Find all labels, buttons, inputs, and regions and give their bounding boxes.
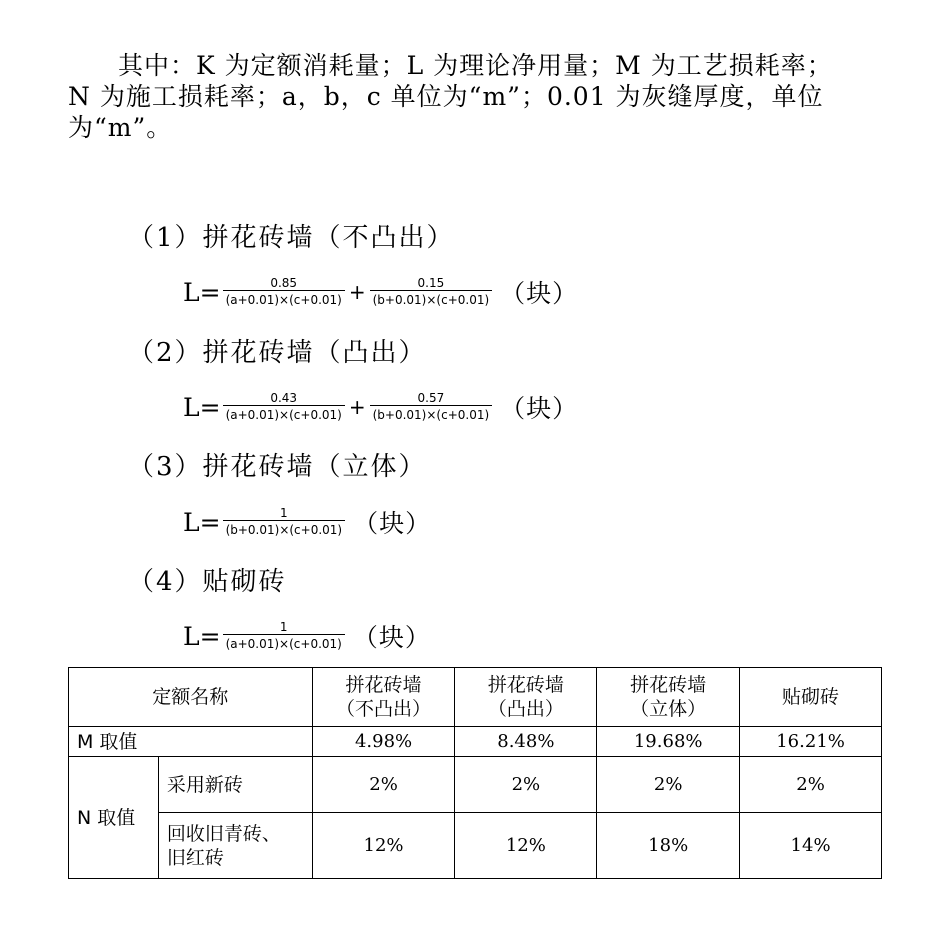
- item-2-formula: [183, 385, 578, 429]
- fraction-numerator: 0.85: [270, 276, 298, 290]
- formula-unit: （块）: [500, 279, 579, 308]
- formula-unit: （块）: [353, 509, 432, 538]
- fraction-numerator: 0.15: [417, 276, 445, 290]
- formula-unit: （块）: [352, 623, 431, 652]
- fraction-numerator: 1: [279, 620, 288, 634]
- fraction-term: [223, 276, 345, 308]
- fraction-term: [370, 391, 493, 423]
- n-value: 2%: [597, 757, 740, 813]
- item-1-formula: [183, 270, 578, 314]
- plus-sign: +: [348, 395, 366, 419]
- intro-line-2: N 为施工损耗率；a，b，c 单位为“m”；0.01 为灰缝厚度，单位: [68, 82, 824, 111]
- intro-paragraph: [68, 50, 888, 143]
- loss-rate-table: [68, 667, 882, 879]
- fraction-denominator: (a+0.01)×(c+0.01): [223, 634, 345, 652]
- fraction-denominator: (b+0.01)×(c+0.01): [370, 405, 493, 423]
- fraction-denominator: (b+0.01)×(c+0.01): [370, 290, 493, 308]
- n-value: 12%: [312, 813, 455, 879]
- n-value: 12%: [455, 813, 597, 879]
- fraction-term: [223, 506, 346, 538]
- n-value: 2%: [455, 757, 597, 813]
- table-header-row: [69, 668, 882, 727]
- formula-unit: （块）: [500, 394, 579, 423]
- n-sub-label: [158, 813, 312, 879]
- fraction-denominator: (a+0.01)×(c+0.01): [223, 405, 345, 423]
- n-row-recycled-brick: [69, 813, 882, 879]
- formula-lhs: L=: [183, 392, 221, 422]
- fraction-term: [223, 391, 345, 423]
- header-line1: 拼花砖墙: [487, 674, 564, 696]
- fraction-denominator: (a+0.01)×(c+0.01): [223, 290, 345, 308]
- header-line2: （不凸出）: [336, 698, 432, 720]
- formula-lhs: L=: [183, 277, 221, 307]
- fraction-numerator: 0.57: [417, 391, 445, 405]
- fraction-numerator: 1: [280, 506, 288, 520]
- n-label: N 取值: [69, 757, 159, 879]
- formula-lhs: L=: [183, 621, 221, 651]
- item-3-title: （3）拼花砖墙（立体）: [128, 452, 427, 482]
- m-value: 16.21%: [740, 727, 882, 757]
- header-line2: （凸出）: [487, 698, 564, 720]
- item-3-formula: [183, 500, 431, 544]
- fraction-denominator: (b+0.01)×(c+0.01): [223, 520, 346, 538]
- m-value: 4.98%: [312, 727, 455, 757]
- m-value: 8.48%: [455, 727, 597, 757]
- n-value: 2%: [312, 757, 455, 813]
- header-line2: （立体）: [630, 698, 707, 720]
- n-sub-line2: 旧红砖: [166, 846, 224, 869]
- n-sub-label: 采用新砖: [158, 757, 312, 813]
- formula-lhs: L=: [183, 507, 221, 537]
- fraction-numerator: 0.43: [270, 391, 298, 405]
- intro-line-1: 其中：K 为定额消耗量；L 为理论净用量；M 为工艺损耗率；: [118, 51, 833, 80]
- header-quota-name: 定额名称: [69, 668, 313, 727]
- item-4-title: （4）贴砌砖: [128, 567, 287, 597]
- item-4-formula: [183, 614, 431, 658]
- m-row: [69, 727, 882, 757]
- n-value: 14%: [740, 813, 882, 879]
- m-label: M 取值: [69, 727, 313, 757]
- header-line1: 拼花砖墙: [345, 674, 422, 696]
- m-value: 19.68%: [597, 727, 740, 757]
- n-value: 18%: [597, 813, 740, 879]
- n-value: 2%: [740, 757, 882, 813]
- fraction-term: [223, 620, 345, 652]
- header-col-1: [312, 668, 455, 727]
- fraction-term: [370, 276, 493, 308]
- header-line1: 拼花砖墙: [630, 674, 707, 696]
- header-col-3: [597, 668, 740, 727]
- n-sub-line1: 回收旧青砖、: [166, 822, 281, 845]
- item-2-title: （2）拼花砖墙（凸出）: [128, 338, 427, 368]
- intro-line-3: 为“m”。: [68, 113, 173, 142]
- header-col-2: [455, 668, 597, 727]
- item-1-title: （1）拼花砖墙（不凸出）: [128, 223, 455, 253]
- header-col-4: 贴砌砖: [740, 668, 882, 727]
- n-row-new-brick: [69, 757, 882, 813]
- plus-sign: +: [348, 280, 366, 304]
